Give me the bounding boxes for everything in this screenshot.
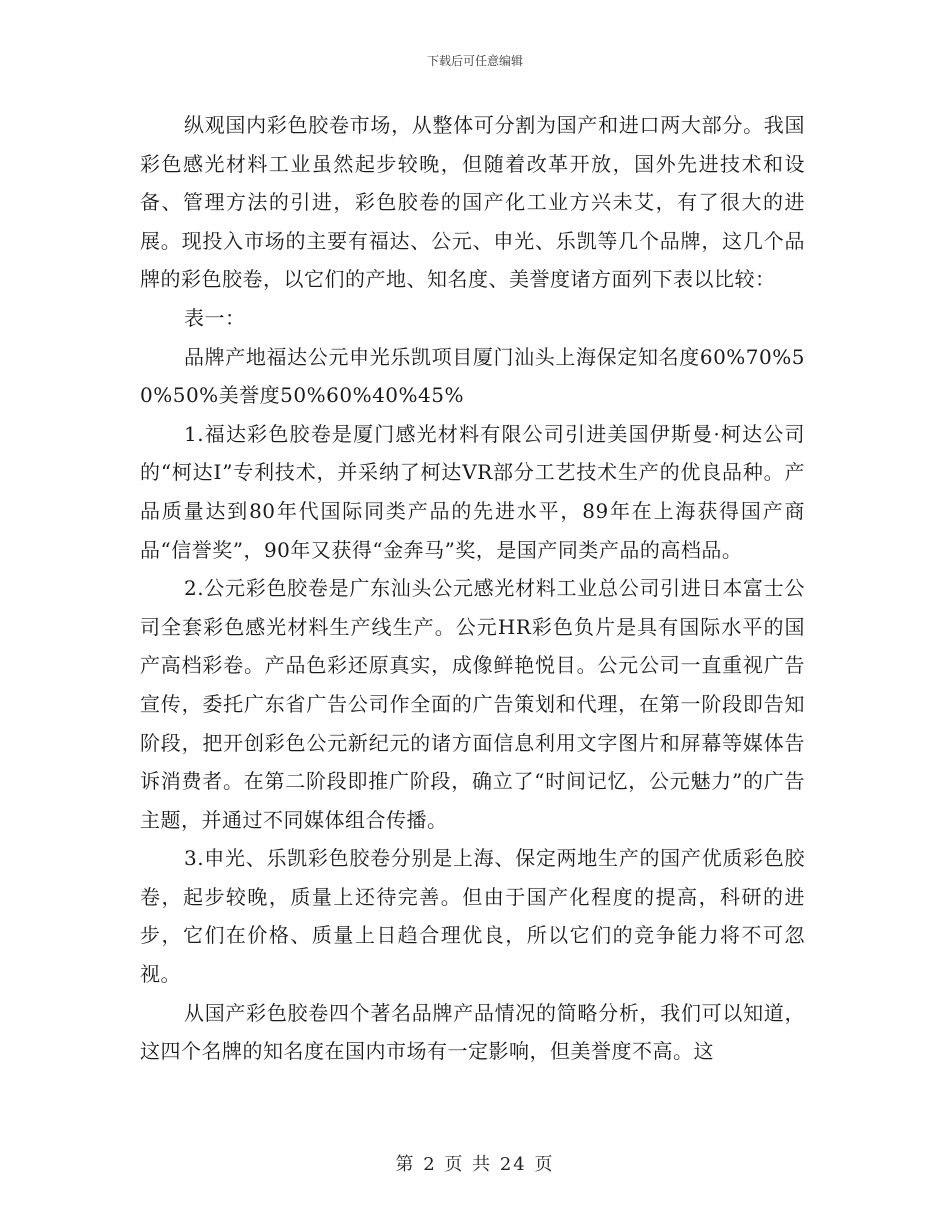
- paragraph-gongyuan: 2.公元彩色胶卷是广东汕头公元感光材料工业总公司引进日本富士公司全套彩色感光材料生产线生产。公元HR彩色负片是具有国际水平的国产高档彩卷。产品色彩还原真实，成像鲜艳悦目。公元公司一直重视广告宣传，委托广东省广告公司作全面的广告策划和代理，在第一阶段即告知阶段，把开创彩色公元新纪元的诸方面信息利用文字图片和屏幕等媒体告诉消费者。在第二阶段即推广阶段，确立了“时间记忆，公元魅力”的广告主题，并通过不同媒体组合传播。: [140, 576, 805, 832]
- paragraph-shenguang-lekai: 3.申光、乐凯彩色胶卷分别是上海、保定两地生产的国产优质彩色胶卷，起步较晚，质量上还待完善。但由于国产化程度的提高，科研的进步，它们在价格、质量上日趋合理优良，所以它们的竞争能力将不可忽视。: [140, 846, 805, 987]
- paragraph-fuda: 1.福达彩色胶卷是厦门感光材料有限公司引进美国伊斯曼·柯达公司的“柯达Ⅰ”专利技术，并采纳了柯达VR部分工艺技术生产的优良品种。产品质量达到80年代国际同类产品的先进水平，89年在上海获得国产商品“信誉奖”，90年又获得“金奔马”奖，是国产同类产品的高档品。: [140, 421, 805, 562]
- document-body: [140, 106, 805, 1071]
- paragraph-market-overview: 纵观国内彩色胶卷市场，从整体可分割为国产和进口两大部分。我国彩色感光材料工业虽然起步较晚，但随着改革开放，国外先进技术和设备、管理方法的引进，彩色胶卷的国产化工业方兴未艾，有了很大的进展。现投入市场的主要有福达、公元、申光、乐凯等几个品牌，这几个品牌的彩色胶卷，以它们的产地、知名度、美誉度诸方面列下表以比较：: [140, 113, 805, 292]
- page-number-footer: 第 2 页 共 24 页: [395, 1154, 555, 1175]
- paragraph-table-content: 品牌产地福达公元申光乐凯项目厦门汕头上海保定知名度60%70%50%50%美誉度50%60%40%45%: [140, 344, 805, 408]
- paragraph-table-label: 表一：: [184, 305, 246, 330]
- header-note: 下载后可任意编辑: [426, 54, 523, 68]
- paragraph-summary: 从国产彩色胶卷四个著名品牌产品情况的简略分析，我们可以知道，这四个名牌的知名度在国内市场有一定影响，但美誉度不高。这: [140, 1000, 805, 1064]
